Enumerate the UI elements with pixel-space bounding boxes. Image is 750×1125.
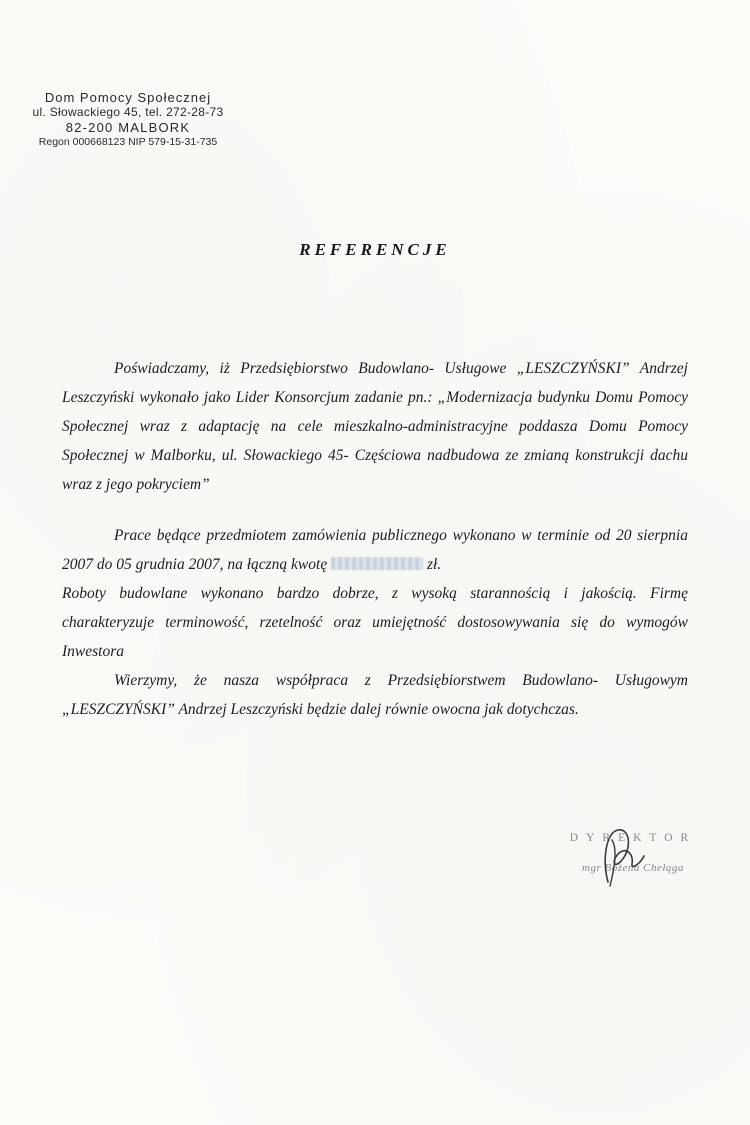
- signature-block: [548, 832, 718, 874]
- paragraph-confirmation: Poświadczamy, iż Przedsiębiorstwo Budowlano- Usługowe „LESZCZYŃSKI” Andrzej Leszczyński wykonało jako Lider Konsorcjum zadanie pn.: „Modernizacja budynku Domu Pomocy Społecznej wraz z adaptację na cele mieszkalno-administracyjne poddasza Domu Pomocy Społecznej w Malborku, ul. Słowackiego 45- Częściowa nadbudowa ze zmianą konstrukcji dachu wraz z jego pokryciem”: [62, 360, 688, 493]
- paragraph-work-term: [62, 521, 688, 579]
- document-title: REFERENCJE: [299, 240, 451, 259]
- institution-stamp: [28, 90, 228, 150]
- signature-role: DYREKTOR: [569, 832, 697, 844]
- stamp-city: 82-200 MALBORK: [65, 120, 191, 135]
- document-body: [62, 354, 688, 724]
- stamp-registry: Regon 000668123 NIP 579-15-31-735: [38, 136, 218, 148]
- paragraph-closing: Wierzymy, że nasza współpraca z Przedsiębiorstwem Budowlano- Usługowym „LESZCZYŃSKI” Andrzej Leszczyński będzie dalej równie owocna jak dotychczas.: [62, 672, 688, 718]
- signature-name: mgr Bożena Chełąga: [582, 862, 684, 874]
- paragraph-quality: Roboty budowlane wykonano bardzo dobrze, z wysoką starannością i jakością. Firmę charakteryzuje terminowość, rzetelność oraz umiejętność dostosowywania się do wymogów Inwestora: [62, 585, 688, 660]
- stamp-name: Dom Pomocy Społecznej: [44, 90, 212, 105]
- currency-label: zł.: [426, 556, 442, 573]
- redacted-amount: [331, 557, 423, 570]
- stamp-address: ul. Słowackiego 45, tel. 272-28-73: [32, 105, 224, 119]
- work-term-text: Prace będące przedmiotem zamówienia publicznego wykonano w terminie od 20 sierpnia 2007 do 05 grudnia 2007, na łączną kwotę: [62, 527, 688, 573]
- handwritten-signature: [588, 820, 658, 890]
